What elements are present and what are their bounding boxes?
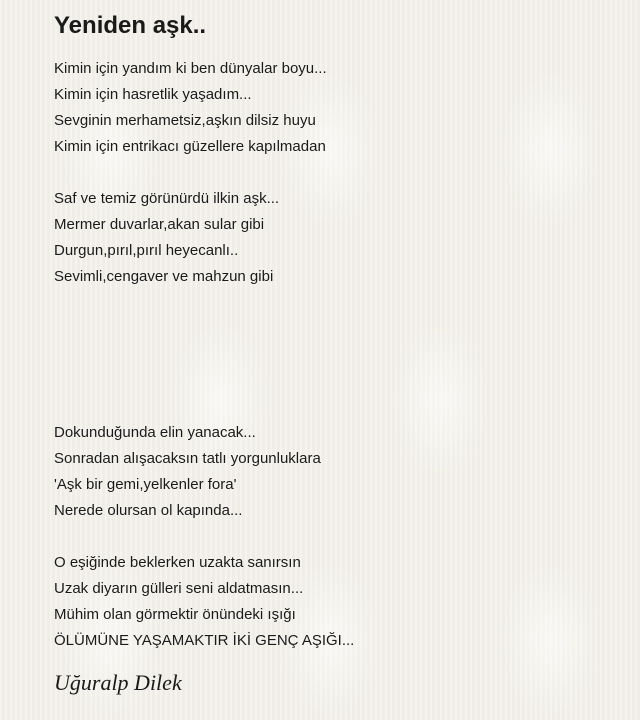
stanza-divider xyxy=(54,524,614,550)
poem-line: O eşiğinde beklerken uzakta sanırsın xyxy=(54,554,301,571)
poem-line: ÖLÜMÜNE YAŞAMAKTIR İKİ GENÇ AŞIĞI... xyxy=(54,632,355,649)
poem-line: Uzak diyarın gülleri seni aldatmasın... xyxy=(54,580,304,597)
poem-line: Saf ve temiz görünürdü ilkin aşk... xyxy=(54,190,280,207)
poem-line: Kimin için hasretlik yaşadım... xyxy=(54,86,252,103)
poem-container xyxy=(54,10,614,698)
poem-line: Kimin için entrikacı güzellere kapılmadan xyxy=(54,138,326,155)
poem-line: 'Aşk bir gemi,yelkenler fora' xyxy=(54,476,237,493)
poem-line: Dokunduğunda elin yanacak... xyxy=(54,424,256,441)
poem-line: Nerede olursan ol kapında... xyxy=(54,502,243,519)
poem-line: Sonradan alışacaksın tatlı yorgunluklara xyxy=(54,450,321,467)
stanza-4 xyxy=(54,550,614,654)
poem-line: Mühim olan görmektir önündeki ışığı xyxy=(54,606,296,623)
poem-author: Uğuralp Dilek xyxy=(54,670,182,695)
poem-line: Sevimli,cengaver ve mahzun gibi xyxy=(54,268,274,285)
stanza-2 xyxy=(54,186,614,290)
stanza-3 xyxy=(54,420,614,524)
stanza-divider xyxy=(54,160,614,186)
poem-line: Kimin için yandım ki ben dünyalar boyu... xyxy=(54,60,327,77)
poem-title: Yeniden aşk.. xyxy=(54,12,207,39)
stanza-1 xyxy=(54,56,614,160)
poem-line: Durgun,pırıl,pırıl heyecanlı.. xyxy=(54,242,239,259)
stanza-divider xyxy=(54,290,614,420)
poem-line: Sevginin merhametsiz,aşkın dilsiz huyu xyxy=(54,112,316,129)
poem-line: Mermer duvarlar,akan sular gibi xyxy=(54,216,265,233)
